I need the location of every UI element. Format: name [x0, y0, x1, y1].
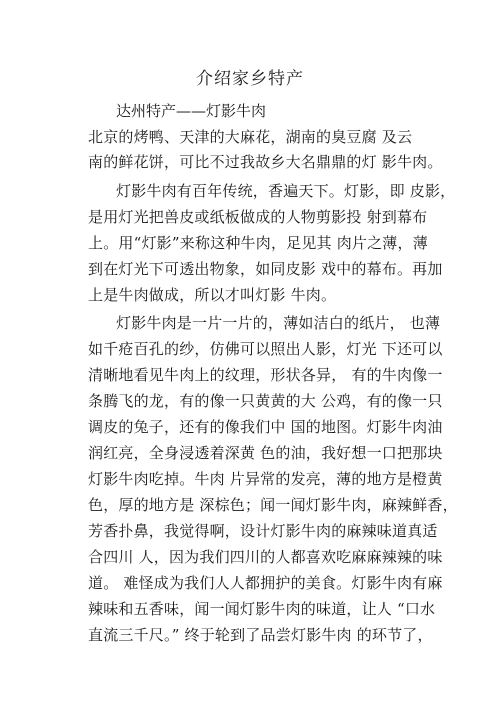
paragraph-line: 如千疮百孔的纱，仿佛可以照出人影，灯光 下还可以: [88, 340, 443, 358]
paragraph-line: 上是牛肉做成，所以才叫灯影 牛肉。: [88, 286, 337, 304]
paragraph-line: 上。用“灯影”来称这种牛肉，足见其 肉片之薄，薄: [88, 234, 428, 252]
paragraph-line: 道。 难怪成为我们人人都拥护的美食。灯影牛肉有麻: [88, 574, 443, 592]
paragraph-line: 辣味和五香味，闻一闻灯影牛肉的味道，让人 “口水: [88, 600, 436, 618]
paragraph-line: 灯影牛肉吃掉。牛肉 片异常的发亮，薄的地方是橙黄: [88, 470, 443, 488]
paragraph-line: 合四川 人，因为我们四川的人都喜欢吃麻麻辣辣的味: [88, 548, 443, 566]
paragraph-line: 色，厚的地方是 深棕色；闻一闻灯影牛肉，麻辣鲜香，: [88, 496, 458, 514]
paragraph-line: 调皮的兔子，还有的像我们中 国的地图。灯影牛肉油: [88, 418, 443, 436]
paragraph-line: 直流三千尺。” 终于轮到了品尝灯影牛肉 的环节了，: [88, 626, 433, 644]
document-title: 介绍家乡特产: [196, 69, 304, 89]
paragraph-line: 润红亮，全身浸透着深黄 色的油，我好想一口把那块: [88, 444, 443, 462]
paragraph-line: 北京的烤鸭、天津的大麻花，湖南的臭豆腐 及云: [88, 128, 413, 146]
paragraph-line: 是用灯光把兽皮或纸板做成的人物剪影投 射到幕布: [88, 208, 428, 226]
paragraph-line: 条腾飞的龙，有的像一只黄黄的大 公鸡，有的像一只: [88, 392, 443, 410]
paragraph-line: 南的鲜花饼，可比不过我故乡大名鼎鼎的灯 影牛肉。: [88, 153, 443, 171]
paragraph-line: 灯影牛肉有百年传统，香遍天下。灯影，即 皮影，: [116, 182, 456, 200]
paragraph-line: 到在灯光下可透出物象，如同皮影 戏中的幕布。再加: [88, 260, 443, 278]
document-subtitle: 达州特产——灯影牛肉: [116, 102, 267, 120]
paragraph-line: 灯影牛肉是一片一片的，薄如洁白的纸片， 也薄: [116, 314, 441, 332]
paragraph-line: 芳香扑鼻，我觉得啊，设计灯影牛肉的麻辣味道真适: [88, 522, 438, 540]
paragraph-line: 清晰地看见牛肉上的纹理，形状各异， 有的牛肉像一: [88, 366, 443, 384]
